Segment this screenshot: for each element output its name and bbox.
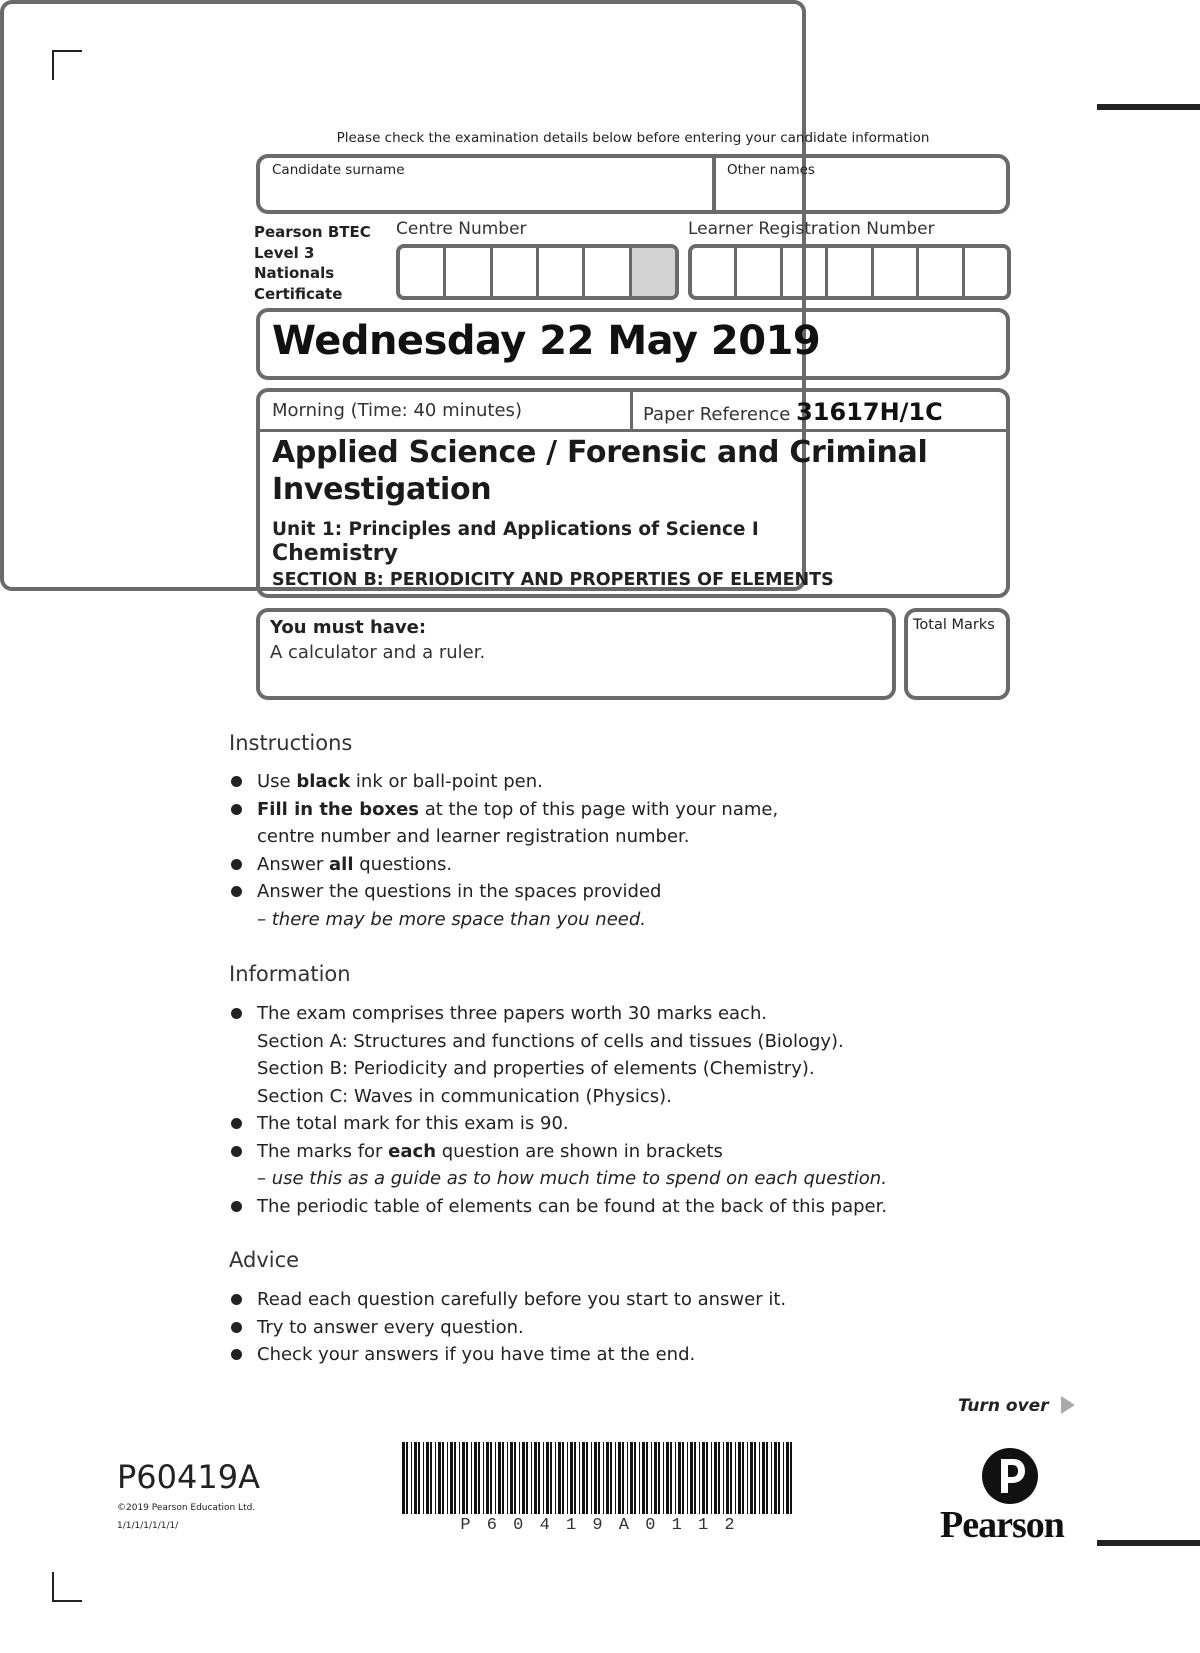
barcode-bar [498,1442,501,1514]
paper-reference-label: Paper Reference [643,404,791,425]
barcode-bar [582,1442,585,1514]
barcode-bar [774,1442,777,1514]
barcode-bar [702,1442,705,1514]
bullet-icon [231,886,242,897]
barcode-bar [627,1442,628,1514]
barcode-bar [682,1442,684,1514]
barcode-bar [414,1442,417,1514]
barcode-bar [438,1442,441,1514]
bullet-icon [231,1008,242,1019]
barcode-bar [750,1442,753,1514]
barcode-bar [666,1442,669,1514]
barcode-bar [687,1442,688,1514]
barcode-bar [546,1442,549,1514]
publisher-name: Pearson [940,1504,1064,1546]
paper-reference-code: 31617H/1C [796,398,943,426]
subject-title: Chemistry [272,541,398,566]
barcode-bar [450,1442,453,1514]
crop-mark-top-h [52,50,82,52]
list-item: The exam comprises three papers worth 30 marks each. Section A: Structures and functions of cells and tissues (Biology). Section B: Periodicity and properties of elements (Chemistry). Section C: Waves in communication (Physics). [229,1000,887,1110]
barcode-bar [579,1442,580,1514]
total-marks-label: Total Marks [913,617,995,633]
barcode-bar [483,1442,484,1514]
barcode-text: P 6 0 4 1 9 A 0 1 1 2 [460,1516,738,1535]
barcode-bar [435,1442,436,1514]
barcode-bar [570,1442,573,1514]
barcode-bar [558,1442,561,1514]
turn-over-arrow-icon [1061,1396,1075,1414]
barcode-bar [495,1442,496,1514]
pearson-logo-icon [981,1447,1039,1505]
barcode-bar [642,1442,645,1514]
information-list [229,1000,887,1220]
barcode-bar [759,1442,760,1514]
list-item: Answer the questions in the spaces provided – there may be more space than you need. [229,878,778,933]
instructions-list [229,768,778,933]
barcode-bar [622,1442,624,1514]
barcode-bar [618,1442,621,1514]
barcode-bar [574,1442,576,1514]
barcode-bar [594,1442,597,1514]
barcode-bar [522,1442,525,1514]
paper-reference [643,398,943,426]
paper-title: Applied Science / Forensic and Criminal Investigation [272,435,928,507]
barcode-bar [639,1442,640,1514]
session-time: Morning (Time: 40 minutes) [272,400,522,421]
barcode-bar [670,1442,672,1514]
barcode-bar [754,1442,756,1514]
must-have-label: You must have: [270,617,427,638]
barcode-bar [742,1442,744,1514]
barcode-bar [426,1442,429,1514]
list-item: Use black ink or ball-point pen. [229,768,778,796]
barcode-bar [771,1442,772,1514]
barcode-bar [507,1442,508,1514]
barcode-bar [762,1442,765,1514]
list-item: The total mark for this exam is 90. [229,1110,887,1138]
learner-digit-box[interactable] [783,248,828,296]
barcode-bar [646,1442,648,1514]
barcode-bar [567,1442,568,1514]
barcode-bar [474,1442,477,1514]
barcode-bar [606,1442,609,1514]
exam-date: Wednesday 22 May 2019 [272,318,821,364]
barcode-bar [423,1442,424,1514]
section-title: SECTION B: PERIODICITY AND PROPERTIES OF ELEMENTS [272,570,834,590]
barcode-bar [675,1442,676,1514]
centre-digit-box[interactable] [493,248,539,296]
barcode-bar [678,1442,681,1514]
centre-digit-box[interactable] [400,248,446,296]
barcode-bar [418,1442,420,1514]
barcode-bar [726,1442,729,1514]
barcode-bar [459,1442,460,1514]
barcode-bar [550,1442,552,1514]
barcode-bar [615,1442,616,1514]
barcode-bar [778,1442,780,1514]
barcode-bar [598,1442,600,1514]
copyright: ©2019 Pearson Education Ltd. [117,1503,256,1513]
bullet-icon [231,1322,242,1333]
must-have-text: A calculator and a ruler. [270,642,486,663]
centre-number-boxes[interactable] [396,244,679,300]
bullet-icon [231,1201,242,1212]
barcode-bar [411,1442,412,1514]
barcode-bar [738,1442,741,1514]
session-divider-h [258,429,1008,432]
barcode-bar [630,1442,633,1514]
barcode-bar [747,1442,748,1514]
barcode-bar [490,1442,492,1514]
barcode-bar [402,1442,405,1514]
advice-list [229,1286,786,1369]
session-divider-v [630,390,633,430]
barcode-bar [502,1442,504,1514]
barcode-bar [519,1442,520,1514]
bullet-icon [231,1349,242,1360]
barcode-bar [514,1442,516,1514]
barcode-bar [586,1442,588,1514]
barcode-bar [462,1442,465,1514]
crop-mark-bottom [52,1572,54,1602]
list-item: Try to answer every question. [229,1314,786,1342]
barcode-bar [454,1442,456,1514]
list-item: Read each question carefully before you start to answer it. [229,1286,786,1314]
centre-digit-box[interactable] [446,248,492,296]
crop-mark-top [52,50,54,80]
barcode [400,1442,798,1517]
edge-rule-top [1097,104,1200,110]
centre-digit-box[interactable] [539,248,585,296]
barcode-bar [706,1442,708,1514]
crop-mark-bottom-h [52,1600,82,1602]
barcode-bar [654,1442,657,1514]
barcode-bar [610,1442,612,1514]
advice-heading: Advice [229,1248,300,1272]
barcode-bar [591,1442,592,1514]
barcode-bar [543,1442,544,1514]
barcode-bar [730,1442,732,1514]
barcode-bar [786,1442,789,1514]
other-names-label: Other names [727,162,815,178]
edge-rule-bottom [1097,1540,1200,1546]
barcode-bar [442,1442,444,1514]
list-item: The periodic table of elements can be found at the back of this paper. [229,1193,887,1221]
learner-number-label: Learner Registration Number [688,219,935,239]
surname-field[interactable] [260,158,710,210]
barcode-bar [486,1442,489,1514]
bullet-icon [231,1118,242,1129]
barcode-bar [663,1442,664,1514]
barcode-bar [603,1442,604,1514]
barcode-bar [651,1442,652,1514]
bullet-icon [231,859,242,870]
learner-number-boxes[interactable] [688,244,1011,300]
barcode-bar [478,1442,480,1514]
centre-number-label: Centre Number [396,219,527,239]
learner-digit-box[interactable] [965,248,1007,296]
list-item: Fill in the boxes at the top of this page with your name, centre number and learner registration number. [229,796,778,851]
centre-digit-box[interactable] [585,248,631,296]
barcode-bar [783,1442,784,1514]
bullet-icon [231,804,242,815]
learner-digit-box[interactable] [828,248,873,296]
barcode-bar [658,1442,660,1514]
name-divider [712,156,716,212]
barcode-bar [538,1442,540,1514]
barcode-bar [447,1442,448,1514]
barcode-bar [690,1442,693,1514]
instructions-heading: Instructions [229,731,353,755]
barcode-bar [471,1442,472,1514]
paper-code: P60419A [117,1458,260,1496]
barcode-bar [526,1442,528,1514]
barcode-bar [790,1442,792,1514]
barcode-bar [714,1442,717,1514]
learner-digit-box[interactable] [874,248,919,296]
barcode-bar [406,1442,408,1514]
list-item: Answer all questions. [229,851,778,879]
barcode-bar [718,1442,720,1514]
bullet-icon [231,1294,242,1305]
barcode-bar [711,1442,712,1514]
unit-title: Unit 1: Principles and Applications of Science I [272,519,759,540]
barcode-bar [430,1442,432,1514]
barcode-bar [562,1442,564,1514]
barcode-bar [694,1442,696,1514]
surname-label: Candidate surname [272,162,405,178]
learner-digit-box[interactable] [692,248,737,296]
barcode-bar [466,1442,468,1514]
print-code: 1/1/1/1/1/1/1/ [117,1521,179,1531]
turn-over: Turn over [958,1396,1075,1416]
barcode-bar [510,1442,513,1514]
barcode-bar [723,1442,724,1514]
information-heading: Information [229,962,351,986]
other-names-field[interactable] [718,158,1006,210]
learner-digit-box[interactable] [919,248,964,296]
list-item: Check your answers if you have time at the end. [229,1341,786,1369]
barcode-bar [531,1442,532,1514]
list-item: The marks for each question are shown in brackets – use this as a guide as to how much time to spend on each question. [229,1138,887,1193]
centre-digit-box-shaded [632,248,675,296]
barcode-bar [634,1442,636,1514]
barcode-bar [735,1442,736,1514]
bullet-icon [231,1146,242,1157]
barcode-bar [534,1442,537,1514]
barcode-bar [555,1442,556,1514]
qualification-name: Pearson BTEC Level 3 Nationals Certificate [254,223,371,303]
bullet-icon [231,776,242,787]
barcode-bar [699,1442,700,1514]
barcode-bar [766,1442,768,1514]
learner-digit-box[interactable] [737,248,782,296]
check-note: Please check the examination details below before entering your candidate information [336,130,930,146]
